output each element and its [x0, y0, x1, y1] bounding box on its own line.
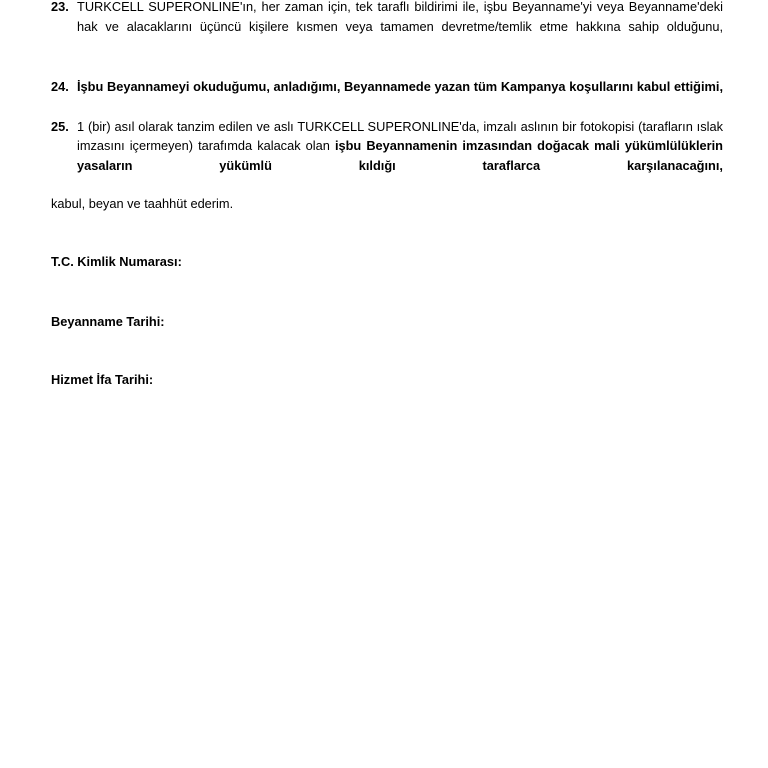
clause-text-23	[77, 0, 723, 57]
clause-number-25: 25.	[51, 118, 69, 134]
clause-number-24: 24.	[51, 78, 69, 94]
field-label-tc-kimlik-numarasi: T.C. Kimlik Numarası:	[51, 254, 182, 269]
clause-number-23: 23.	[51, 0, 69, 14]
field-label-beyanname-tarihi: Beyanname Tarihi:	[51, 314, 165, 329]
clause-text-24	[77, 77, 723, 117]
clause-25-segment-plain: 1 (bir) asıl olarak tanzim edilen ve aslı TURKCELL SUPERONLINE'da, imzalı aslının bir fotokopisi (tarafların ıslak imzasını içermeyen) tarafımda kalacak olan	[77, 118, 723, 154]
clause-item-25	[51, 117, 723, 197]
clause-item-23	[51, 0, 723, 57]
clause-25-segment-bold: işbu Beyannamenin imzasından doğacak mali yükümlülüklerin yasaların yükümlü kıldığı taraflarca karşılanacağını,	[77, 138, 723, 174]
clause-text-25	[77, 117, 723, 197]
clause-24-segment-bold: İşbu Beyannameyi okuduğumu, anladığımı, Beyannamede yazan tüm Kampanya koşullarını kabul ettiğimi,	[77, 78, 723, 94]
clause-item-24	[51, 77, 723, 117]
clause-23-segment-plain: TURKCELL SUPERONLINE'ın, her zaman için, tek taraflı bildirimi ile, işbu Beyanname'yi veya Beyanname'deki hak ve alacaklarını üçüncü kişilere kısmen veya tamamen devretme/temlik etme hakkına sahip olduğunu,	[77, 0, 723, 34]
numbered-clause-list	[51, 0, 723, 196]
field-label-hizmet-ifa-tarihi: Hizmet İfa Tarihi:	[51, 372, 154, 387]
closing-sentence: kabul, beyan ve taahhüt ederim.	[51, 196, 234, 211]
